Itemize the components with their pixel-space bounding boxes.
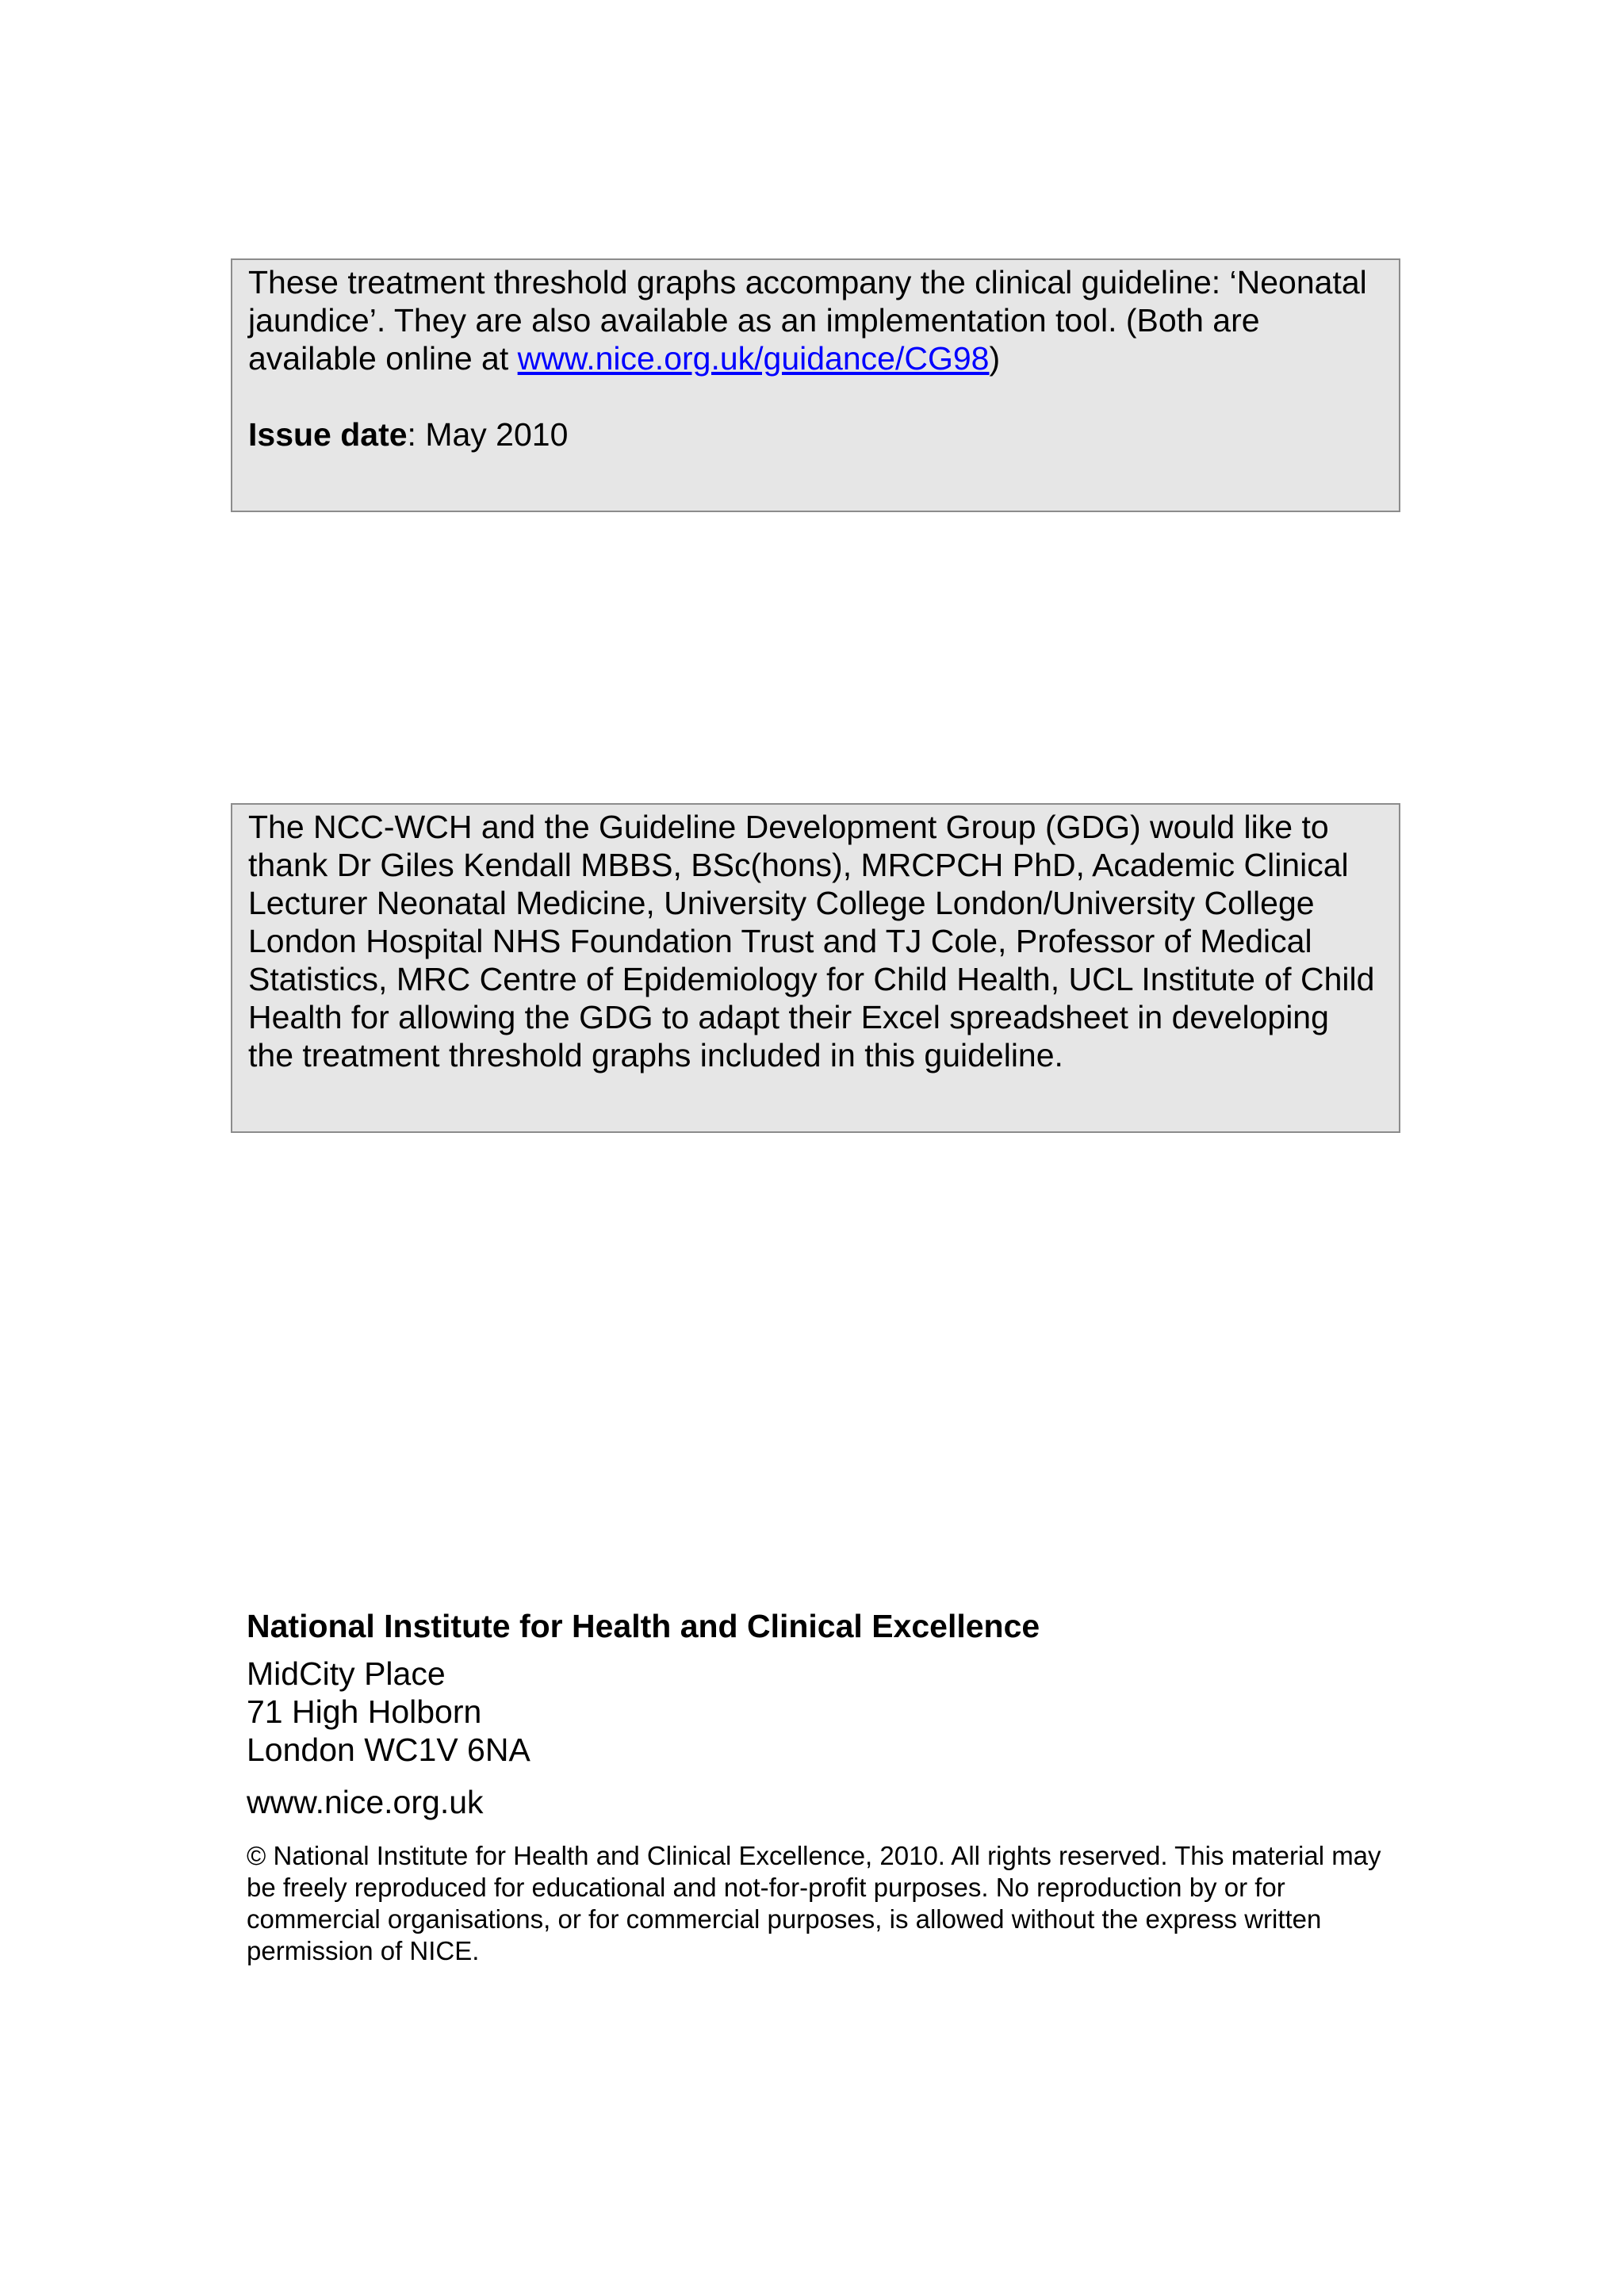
intro-paragraph (248, 263, 1383, 377)
intro-text: These treatment threshold graphs accompany the clinical guideline: ‘Neonatal jaundice’. They are also available as an implementation tool. (Both are available online at (248, 264, 1367, 377)
copyright-notice: © National Institute for Health and Clinical Excellence, 2010. All rights reserved. This material may be freely reproduced for educational and not-for-profit purposes. No reproduction by or for commercial organisations, or for commercial purposes, is allowed without the express written permission of NICE. (247, 1841, 1381, 1965)
organisation-website: www.nice.org.uk (247, 1784, 484, 1820)
address-line: MidCity Place (247, 1655, 446, 1692)
guidance-link[interactable]: www.nice.org.uk/guidance/CG98 (517, 340, 990, 377)
issue-date-value: : May 2010 (407, 416, 569, 453)
acknowledgement-text: The NCC-WCH and the Guideline Development Group (GDG) would like to thank Dr Giles Kendall MBBS, BSc(hons), MRCPCH PhD, Academic Clinical Lecturer Neonatal Medicine, University College London/University College London Hospital NHS Foundation Trust and TJ Cole, Professor of Medical Statistics, MRC Centre of Epidemiology for Child Health, UCL Institute of Child Health for allowing the GDG to adapt their Excel spreadsheet in developing the treatment threshold graphs included in this guideline. (248, 809, 1375, 1073)
acknowledgement-box (231, 803, 1400, 1133)
issue-date-line (248, 415, 1383, 453)
address-line: London WC1V 6NA (247, 1732, 530, 1768)
organisation-block (247, 1604, 1388, 1967)
intro-info-box (231, 258, 1400, 512)
intro-text-end: ) (989, 340, 1001, 377)
organisation-name: National Institute for Health and Clinical Excellence (247, 1608, 1040, 1644)
issue-date-label: Issue date (248, 416, 408, 453)
address-line: 71 High Holborn (247, 1693, 482, 1730)
organisation-address (247, 1655, 1388, 1769)
